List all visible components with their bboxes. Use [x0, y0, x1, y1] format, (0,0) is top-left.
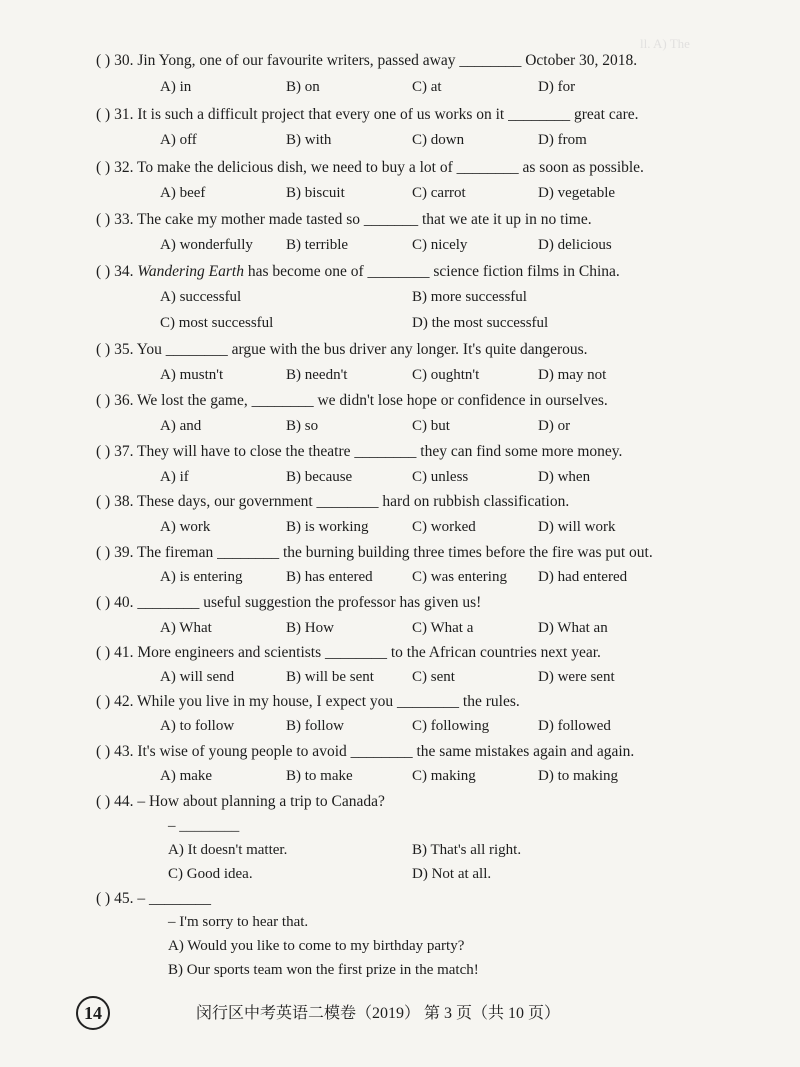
q37-option-c[interactable]: C) unless: [412, 469, 469, 485]
q43-option-c[interactable]: C) making: [412, 768, 476, 784]
q30-option-d[interactable]: D) for: [538, 79, 576, 95]
q34-option-b[interactable]: B) more successful: [412, 289, 527, 305]
q44-option-c[interactable]: C) Good idea.: [168, 866, 253, 882]
question-34-stem: [96, 263, 620, 281]
question-33-stem: ( ) 33. The cake my mother made tasted so _______ that we ate it up in no time.: [96, 211, 592, 228]
q31-option-a[interactable]: A) off: [160, 132, 197, 148]
q36-option-a[interactable]: A) and: [160, 418, 202, 434]
question-32-stem: ( ) 32. To make the delicious dish, we need to buy a lot of ________ as soon as possible.: [96, 159, 644, 176]
q39-option-a[interactable]: A) is entering: [160, 569, 243, 585]
page-badge: 14: [76, 996, 110, 1030]
q30-option-b[interactable]: B) on: [286, 79, 320, 95]
q43-option-d[interactable]: D) to making: [538, 768, 618, 784]
q33-option-d[interactable]: D) delicious: [538, 237, 612, 253]
q31-option-d[interactable]: D) from: [538, 132, 587, 148]
q32-option-d[interactable]: D) vegetable: [538, 185, 616, 201]
q35-option-a[interactable]: A) mustn't: [160, 367, 224, 383]
q33-option-c[interactable]: C) nicely: [412, 237, 468, 253]
q39-option-d[interactable]: D) had entered: [538, 569, 628, 585]
bleed-through-text: ll. A) The: [640, 36, 690, 51]
q30-option-a[interactable]: A) in: [160, 79, 192, 95]
q32-option-c[interactable]: C) carrot: [412, 185, 466, 201]
q36-option-b[interactable]: B) so: [286, 418, 319, 434]
q35-option-d[interactable]: D) may not: [538, 367, 607, 383]
q34-number: ( ) 34.: [96, 263, 138, 280]
q39-option-b[interactable]: B) has entered: [286, 569, 373, 585]
q38-option-d[interactable]: D) will work: [538, 519, 616, 535]
q45-reply: – I'm sorry to hear that.: [168, 914, 309, 930]
q32-option-b[interactable]: B) biscuit: [286, 185, 345, 201]
q42-option-d[interactable]: D) followed: [538, 718, 611, 734]
q40-option-c[interactable]: C) What a: [412, 620, 474, 636]
question-42-stem: ( ) 42. While you live in my house, I expect you ________ the rules.: [96, 693, 520, 710]
question-45-stem: ( ) 45. – ________: [96, 890, 211, 907]
q36-option-c[interactable]: C) but: [412, 418, 450, 434]
q38-option-c[interactable]: C) worked: [412, 519, 476, 535]
question-39-stem: ( ) 39. The fireman ________ the burning building three times before the fire was put out.: [96, 544, 653, 561]
q34-book-title: Wandering Earth: [137, 263, 244, 280]
q34-option-d[interactable]: D) the most successful: [412, 315, 549, 331]
question-43-stem: ( ) 43. It's wise of young people to avoid ________ the same mistakes again and again.: [96, 743, 635, 760]
q34-stem-rest: has become one of ________ science fiction films in China.: [243, 263, 620, 280]
question-37-stem: ( ) 37. They will have to close the theatre ________ they can find some more money.: [96, 443, 623, 460]
q40-option-a[interactable]: A) What: [160, 620, 212, 636]
q33-option-b[interactable]: B) terrible: [286, 237, 349, 253]
q33-option-a[interactable]: A) wonderfully: [160, 237, 253, 253]
question-44-stem: ( ) 44. – How about planning a trip to Canada?: [96, 793, 385, 810]
question-36-stem: ( ) 36. We lost the game, ________ we didn't lose hope or confidence in ourselves.: [96, 392, 608, 409]
q31-option-b[interactable]: B) with: [286, 132, 332, 148]
q41-option-b[interactable]: B) will be sent: [286, 669, 374, 685]
q39-option-c[interactable]: C) was entering: [412, 569, 507, 585]
q45-option-a[interactable]: A) Would you like to come to my birthday party?: [168, 938, 465, 954]
question-41-stem: ( ) 41. More engineers and scientists ________ to the African countries next year.: [96, 644, 601, 661]
q43-option-a[interactable]: A) make: [160, 768, 213, 784]
question-35-stem: ( ) 35. You ________ argue with the bus driver any longer. It's quite dangerous.: [96, 341, 588, 358]
q32-option-a[interactable]: A) beef: [160, 185, 206, 201]
q38-option-a[interactable]: A) work: [160, 519, 211, 535]
q38-option-b[interactable]: B) is working: [286, 519, 369, 535]
q34-option-c[interactable]: C) most successful: [160, 315, 274, 331]
q35-option-c[interactable]: C) oughtn't: [412, 367, 480, 383]
q41-option-c[interactable]: C) sent: [412, 669, 455, 685]
question-38-stem: ( ) 38. These days, our government ________ hard on rubbish classification.: [96, 493, 570, 510]
q44-option-a[interactable]: A) It doesn't matter.: [168, 842, 288, 858]
q44-reply-blank: – ________: [168, 818, 240, 834]
q42-option-b[interactable]: B) follow: [286, 718, 344, 734]
q34-option-a[interactable]: A) successful: [160, 289, 242, 305]
q42-option-c[interactable]: C) following: [412, 718, 490, 734]
question-40-stem: ( ) 40. ________ useful suggestion the professor has given us!: [96, 594, 482, 611]
q41-option-a[interactable]: A) will send: [160, 669, 235, 685]
q31-option-c[interactable]: C) down: [412, 132, 465, 148]
q30-option-c[interactable]: C) at: [412, 79, 442, 95]
q41-option-d[interactable]: D) were sent: [538, 669, 615, 685]
q35-option-b[interactable]: B) needn't: [286, 367, 348, 383]
q37-option-d[interactable]: D) when: [538, 469, 591, 485]
q43-option-b[interactable]: B) to make: [286, 768, 353, 784]
q37-option-b[interactable]: B) because: [286, 469, 353, 485]
question-31-stem: ( ) 31. It is such a difficult project that every one of us works on it ________ great care.: [96, 106, 639, 123]
q40-option-b[interactable]: B) How: [286, 620, 334, 636]
q40-option-d[interactable]: D) What an: [538, 620, 608, 636]
q44-option-b[interactable]: B) That's all right.: [412, 842, 522, 858]
q42-option-a[interactable]: A) to follow: [160, 718, 235, 734]
q36-option-d[interactable]: D) or: [538, 418, 571, 434]
q44-option-d[interactable]: D) Not at all.: [412, 866, 492, 882]
question-30-stem: ( ) 30. Jin Yong, one of our favourite writers, passed away ________ October 30, 2018.: [96, 52, 638, 69]
page-footer: 闵行区中考英语二模卷（2019） 第 3 页（共 10 页）: [196, 1005, 561, 1022]
q45-option-b[interactable]: B) Our sports team won the first prize in the match!: [168, 962, 479, 978]
q37-option-a[interactable]: A) if: [160, 469, 189, 485]
